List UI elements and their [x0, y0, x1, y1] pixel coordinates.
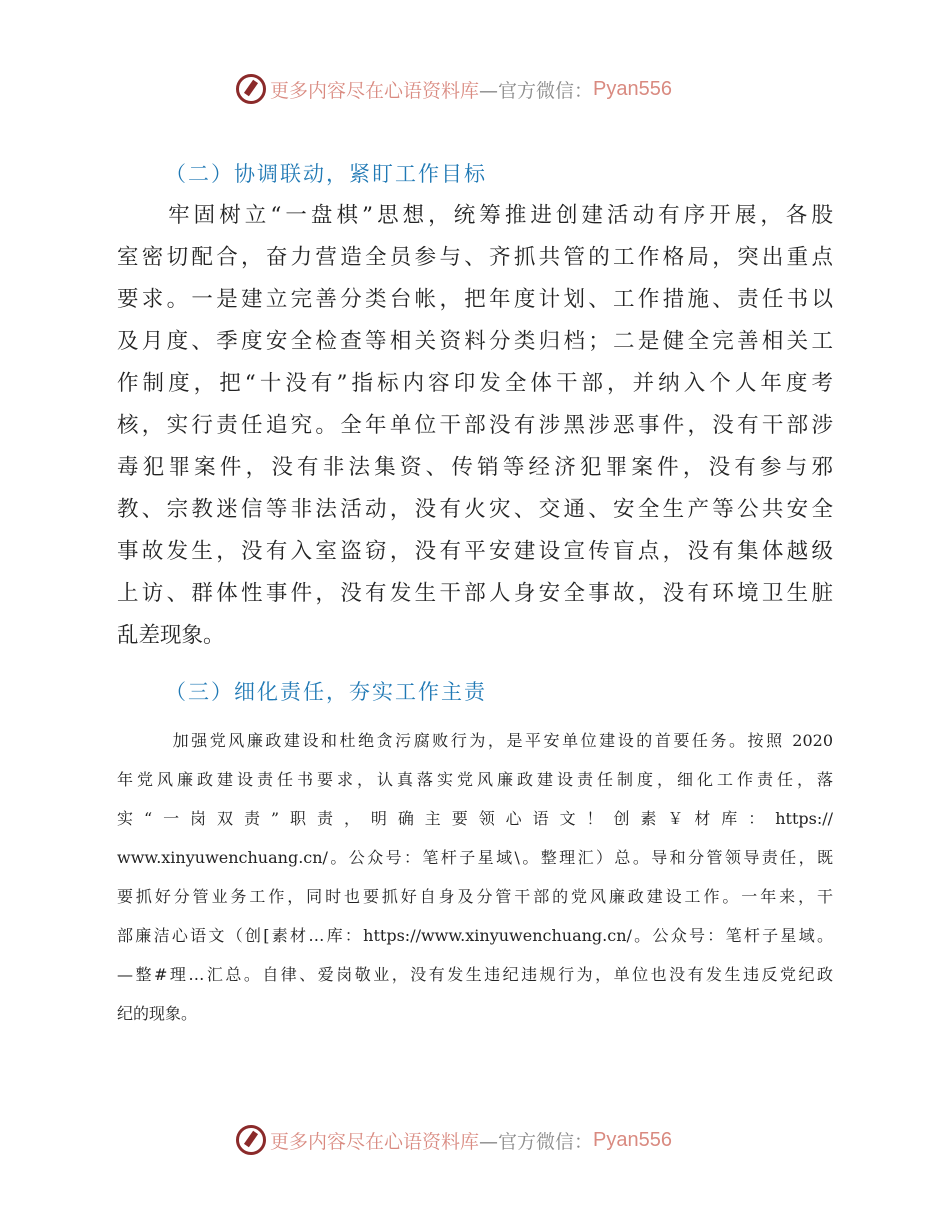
header-watermark [236, 74, 672, 104]
section-heading-3: （三）细化责任，夯实工作主责 [165, 680, 487, 704]
paragraph-line: 牢固树立“一盘棋”思想，统筹推进创建活动有序开展，各股 [117, 203, 833, 228]
paragraph-line: 毒犯罪案件，没有非法集资、传销等经济犯罪案件，没有参与邪 [117, 455, 833, 480]
paragraph-line: 加强党风廉政建设和杜绝贪污腐败行为，是平安单位建设的首要任务。按照 2020 [117, 731, 833, 750]
watermark-text: 更多内容尽在心语资料库 [270, 1130, 480, 1153]
paragraph-line: 乱差现象。 [117, 623, 225, 648]
paragraph-line: 事故发生，没有入室盗窃，没有平安建设宣传盲点，没有集体越级 [117, 539, 833, 564]
section-3-body [117, 721, 833, 1033]
pen-logo-icon [236, 74, 266, 104]
watermark-wechat-label: —官方微信： [479, 79, 594, 102]
paragraph-line: 作制度，把“十没有”指标内容印发全体干部，并纳入个人年度考 [117, 371, 833, 396]
paragraph-line: 要求。一是建立完善分类台帐，把年度计划、工作措施、责任书以 [117, 287, 833, 312]
watermark-text: 更多内容尽在心语资料库 [270, 79, 480, 102]
section-heading-2: （二）协调联动，紧盯工作目标 [165, 162, 487, 186]
paragraph-line: 核，实行责任追究。全年单位干部没有涉黑涉恶事件，没有干部涉 [117, 413, 833, 438]
watermark-wechat-id: Pyan556 [593, 77, 672, 100]
paragraph-line: 部廉洁心语文（创[素材…库：https://www.xinyuwenchuang.cn/。公众号：笔杆子星域。 [117, 926, 833, 945]
footer-watermark [236, 1125, 672, 1155]
paragraph-line: —整#理…汇总。自律、爱岗敬业，没有发生违纪违规行为，单位也没有发生违反党纪政 [117, 965, 833, 984]
paragraph-line: 年党风廉政建设责任书要求，认真落实党风廉政建设责任制度，细化工作责任，落 [117, 770, 833, 789]
paragraph-line: 教、宗教迷信等非法活动，没有火灾、交通、安全生产等公共安全 [117, 497, 833, 522]
watermark-wechat-id: Pyan556 [593, 1128, 672, 1151]
section-2-body [117, 195, 833, 657]
pen-logo-icon [236, 1125, 266, 1155]
paragraph-line: 实“一岗双责”职责，明确主要领心语文！创素￥材库：https:// [117, 809, 833, 828]
paragraph-line: 纪的现象。 [117, 1004, 198, 1023]
watermark-wechat-label: —官方微信： [479, 1130, 594, 1153]
paragraph-line: 及月度、季度安全检查等相关资料分类归档；二是健全完善相关工 [117, 329, 833, 354]
paragraph-line: 上访、群体性事件，没有发生干部人身安全事故，没有环境卫生脏 [117, 581, 833, 606]
paragraph-line: 室密切配合，奋力营造全员参与、齐抓共管的工作格局，突出重点 [117, 245, 833, 270]
paragraph-line: 要抓好分管业务工作，同时也要抓好自身及分管干部的党风廉政建设工作。一年来，干 [117, 887, 833, 906]
paragraph-line: www.xinyuwenchuang.cn/。公众号：笔杆子星域\。整理汇）总。导和分管领导责任，既 [117, 848, 833, 867]
